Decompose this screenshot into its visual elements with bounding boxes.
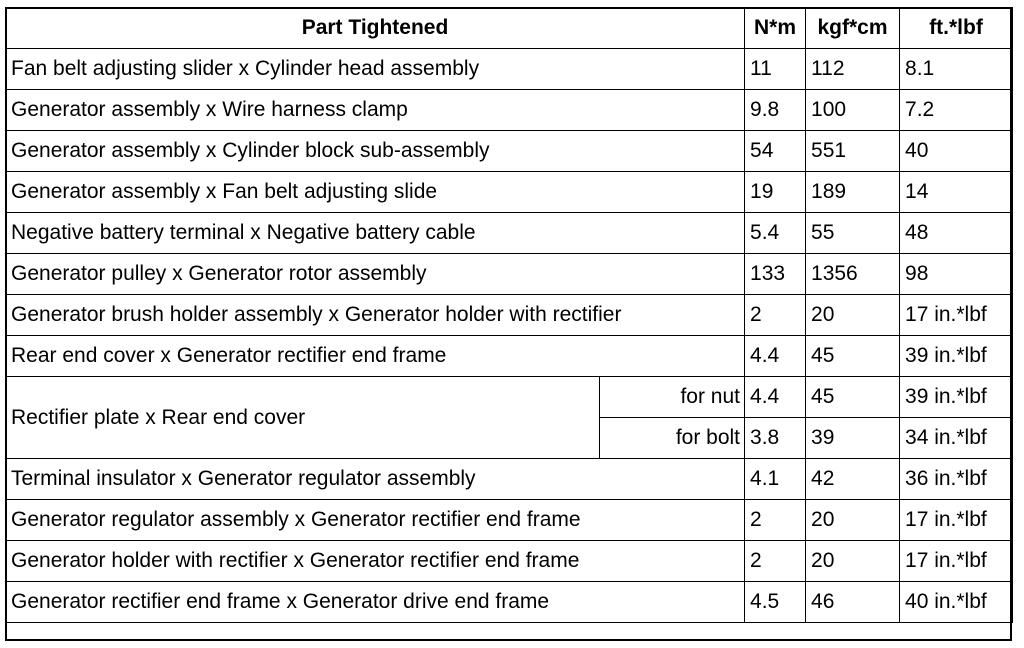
table-row — [6, 500, 1013, 541]
nm-cell: 4.4 — [745, 336, 806, 377]
kgf-cell: 46 — [806, 582, 900, 623]
part-cell: Generator pulley x Generator rotor assembly — [6, 254, 745, 295]
table-row — [6, 336, 1013, 377]
table-row — [6, 254, 1013, 295]
part-cell: Generator rectifier end frame x Generator drive end frame — [6, 582, 745, 623]
part-cell: Generator holder with rectifier x Generator rectifier end frame — [6, 541, 745, 582]
nm-cell: 4.4 — [745, 377, 806, 418]
ftlbf-cell: 40 — [900, 131, 1013, 172]
ftlbf-cell: 40 in.*lbf — [900, 582, 1013, 623]
nm-cell: 4.5 — [745, 582, 806, 623]
header-kgf: kgf*cm — [806, 8, 900, 49]
nm-cell: 9.8 — [745, 90, 806, 131]
sub-label-bolt: for bolt — [600, 418, 745, 459]
table-row — [6, 172, 1013, 213]
part-cell: Generator assembly x Cylinder block sub-assembly — [6, 131, 745, 172]
nm-cell: 5.4 — [745, 213, 806, 254]
ftlbf-cell: 14 — [900, 172, 1013, 213]
table-row — [6, 541, 1013, 582]
nm-cell: 54 — [745, 131, 806, 172]
kgf-cell: 20 — [806, 295, 900, 336]
table-row — [6, 90, 1013, 131]
table-row — [6, 213, 1013, 254]
part-cell-split: Rectifier plate x Rear end cover — [6, 377, 600, 459]
part-cell: Rear end cover x Generator rectifier end frame — [6, 336, 745, 377]
kgf-cell: 100 — [806, 90, 900, 131]
part-cell: Generator assembly x Wire harness clamp — [6, 90, 745, 131]
part-cell: Generator brush holder assembly x Generator holder with rectifier — [6, 295, 745, 336]
part-cell: Fan belt adjusting slider x Cylinder head assembly — [6, 49, 745, 90]
nm-cell: 2 — [745, 295, 806, 336]
table-row — [6, 131, 1013, 172]
ftlbf-cell: 36 in.*lbf — [900, 459, 1013, 500]
part-cell: Generator assembly x Fan belt adjusting slide — [6, 172, 745, 213]
ftlbf-cell: 34 in.*lbf — [900, 418, 1013, 459]
ftlbf-cell: 7.2 — [900, 90, 1013, 131]
header-row — [6, 8, 1013, 49]
torque-spec-table — [5, 7, 1013, 623]
kgf-cell: 20 — [806, 500, 900, 541]
kgf-cell: 45 — [806, 336, 900, 377]
ftlbf-cell: 39 in.*lbf — [900, 336, 1013, 377]
nm-cell: 2 — [745, 500, 806, 541]
nm-cell: 133 — [745, 254, 806, 295]
table-row — [6, 459, 1013, 500]
table-row — [6, 49, 1013, 90]
ftlbf-cell: 39 in.*lbf — [900, 377, 1013, 418]
nm-cell: 11 — [745, 49, 806, 90]
kgf-cell: 189 — [806, 172, 900, 213]
ftlbf-cell: 17 in.*lbf — [900, 541, 1013, 582]
kgf-cell: 45 — [806, 377, 900, 418]
ftlbf-cell: 98 — [900, 254, 1013, 295]
nm-cell: 3.8 — [745, 418, 806, 459]
ftlbf-cell: 8.1 — [900, 49, 1013, 90]
kgf-cell: 112 — [806, 49, 900, 90]
kgf-cell: 42 — [806, 459, 900, 500]
kgf-cell: 551 — [806, 131, 900, 172]
ftlbf-cell: 48 — [900, 213, 1013, 254]
part-cell: Terminal insulator x Generator regulator assembly — [6, 459, 745, 500]
part-cell: Generator regulator assembly x Generator rectifier end frame — [6, 500, 745, 541]
part-cell: Negative battery terminal x Negative battery cable — [6, 213, 745, 254]
table-row — [6, 582, 1013, 623]
table-row — [6, 295, 1013, 336]
nm-cell: 19 — [745, 172, 806, 213]
kgf-cell: 39 — [806, 418, 900, 459]
header-ftlbf: ft.*lbf — [900, 8, 1013, 49]
header-nm: N*m — [745, 8, 806, 49]
sub-label-nut: for nut — [600, 377, 745, 418]
ftlbf-cell: 17 in.*lbf — [900, 295, 1013, 336]
kgf-cell: 55 — [806, 213, 900, 254]
kgf-cell: 1356 — [806, 254, 900, 295]
ftlbf-cell: 17 in.*lbf — [900, 500, 1013, 541]
table-row-split-nut — [6, 377, 1013, 418]
nm-cell: 2 — [745, 541, 806, 582]
kgf-cell: 20 — [806, 541, 900, 582]
nm-cell: 4.1 — [745, 459, 806, 500]
header-part: Part Tightened — [6, 8, 745, 49]
